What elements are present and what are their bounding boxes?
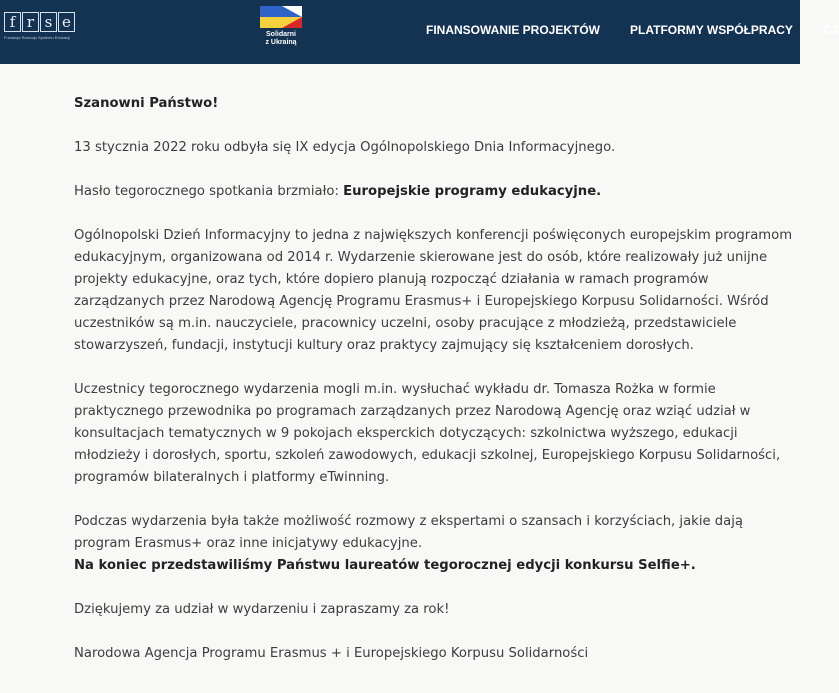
top-navigation-bar — [0, 0, 839, 64]
article-paragraph-5-bold: Na koniec przedstawiliśmy Państwu laureatów tegorocznej edycji konkursu Selfie+. — [74, 558, 696, 573]
frse-logo[interactable] — [4, 12, 88, 52]
logo-letter: s — [40, 12, 57, 32]
article-paragraph-6: Dziękujemy za udział w wydarzeniu i zapraszamy za rok! — [74, 602, 450, 617]
article-paragraph-2-bold: Europejskie programy edukacyjne. — [343, 184, 602, 199]
article-paragraph-1: 13 stycznia 2022 roku odbyła się IX edycja Ogólnopolskiego Dnia Informacyjnego. — [74, 140, 616, 155]
article-paragraph-2 — [74, 181, 794, 203]
nav-item-finansowanie-projektow[interactable]: FINANSOWANIE PROJEKTÓW — [426, 23, 601, 37]
article-paragraph-2-prefix: Hasło tegorocznego spotkania brzmiało: — [74, 184, 344, 199]
nav-item-platformy-wspolpracy[interactable]: PLATFORMY WSPÓŁPRACY — [630, 23, 793, 37]
article-paragraph-5 — [74, 511, 794, 577]
solidarity-label — [260, 31, 302, 47]
article-greeting: Szanowni Państwo! — [74, 96, 219, 111]
solidarity-label-line1: Solidarni — [266, 31, 296, 38]
solidarity-with-ukraine-badge[interactable] — [260, 6, 302, 58]
article-paragraph-4: Uczestnicy tegorocznego wydarzenia mogli m.in. wysłuchać wykładu dr. Tomasza Rożka w formie praktycznego przewodnika po programach zarządzanych przez Narodową Agencję oraz wziąć udział w konsultacjach tematycznych w 9 pokojach eksperckich dotyczących: szkolnictwa wyższego, edukacji młodzieży i dorosłych, sportu, szkoleń zawodowych, edukacji szkolnej, Europejskiego Korpusu Solidarności, programów bilateralnych i platformy eTwinning. — [74, 382, 781, 485]
article-signature: Narodowa Agencja Programu Erasmus + i Europejskiego Korpusu Solidarności — [74, 646, 589, 661]
solidarity-label-line2: z Ukrainą — [265, 39, 297, 46]
nav-item-cz[interactable]: CZ — [822, 23, 839, 37]
article-paragraph-3: Ogólnopolski Dzień Informacyjny to jedna z największych konferencji poświęconych europejskim programom edukacyjnym, organizowana od 2014 r. Wydarzenie skierowane jest do osób, które realizowały już unijne projekty edukacyjne, oraz tych, które dopiero planują rozpocząć działania w ramach programów zarządzanych przez Narodową Agencję Programu Erasmus+ i Europejskiego Korpusu Solidarności. Wśród uczestników są m.in. nauczyciele, pracownicy uczelni, osoby pracujące z młodzieżą, przedstawiciele stowarzyszeń, fundacji, instytucji kultury oraz praktycy zajmujący się kształceniem dorosłych. — [74, 228, 793, 353]
article-paragraph-5-text: Podczas wydarzenia była także możliwość rozmowy z ekspertami o szansach i korzyściach, jakie dają program Erasmus+ oraz inne inicjatywy edukacyjne. — [74, 514, 743, 551]
logo-letter: e — [58, 12, 75, 32]
article-content — [74, 93, 794, 687]
logo-letter: r — [22, 12, 39, 32]
logo-subtitle: Fundacja Rozwoju Systemu Edukacji — [4, 35, 70, 40]
ukraine-poland-flag-icon — [260, 6, 302, 28]
logo-letter: f — [4, 12, 21, 32]
main-menu — [426, 23, 839, 37]
